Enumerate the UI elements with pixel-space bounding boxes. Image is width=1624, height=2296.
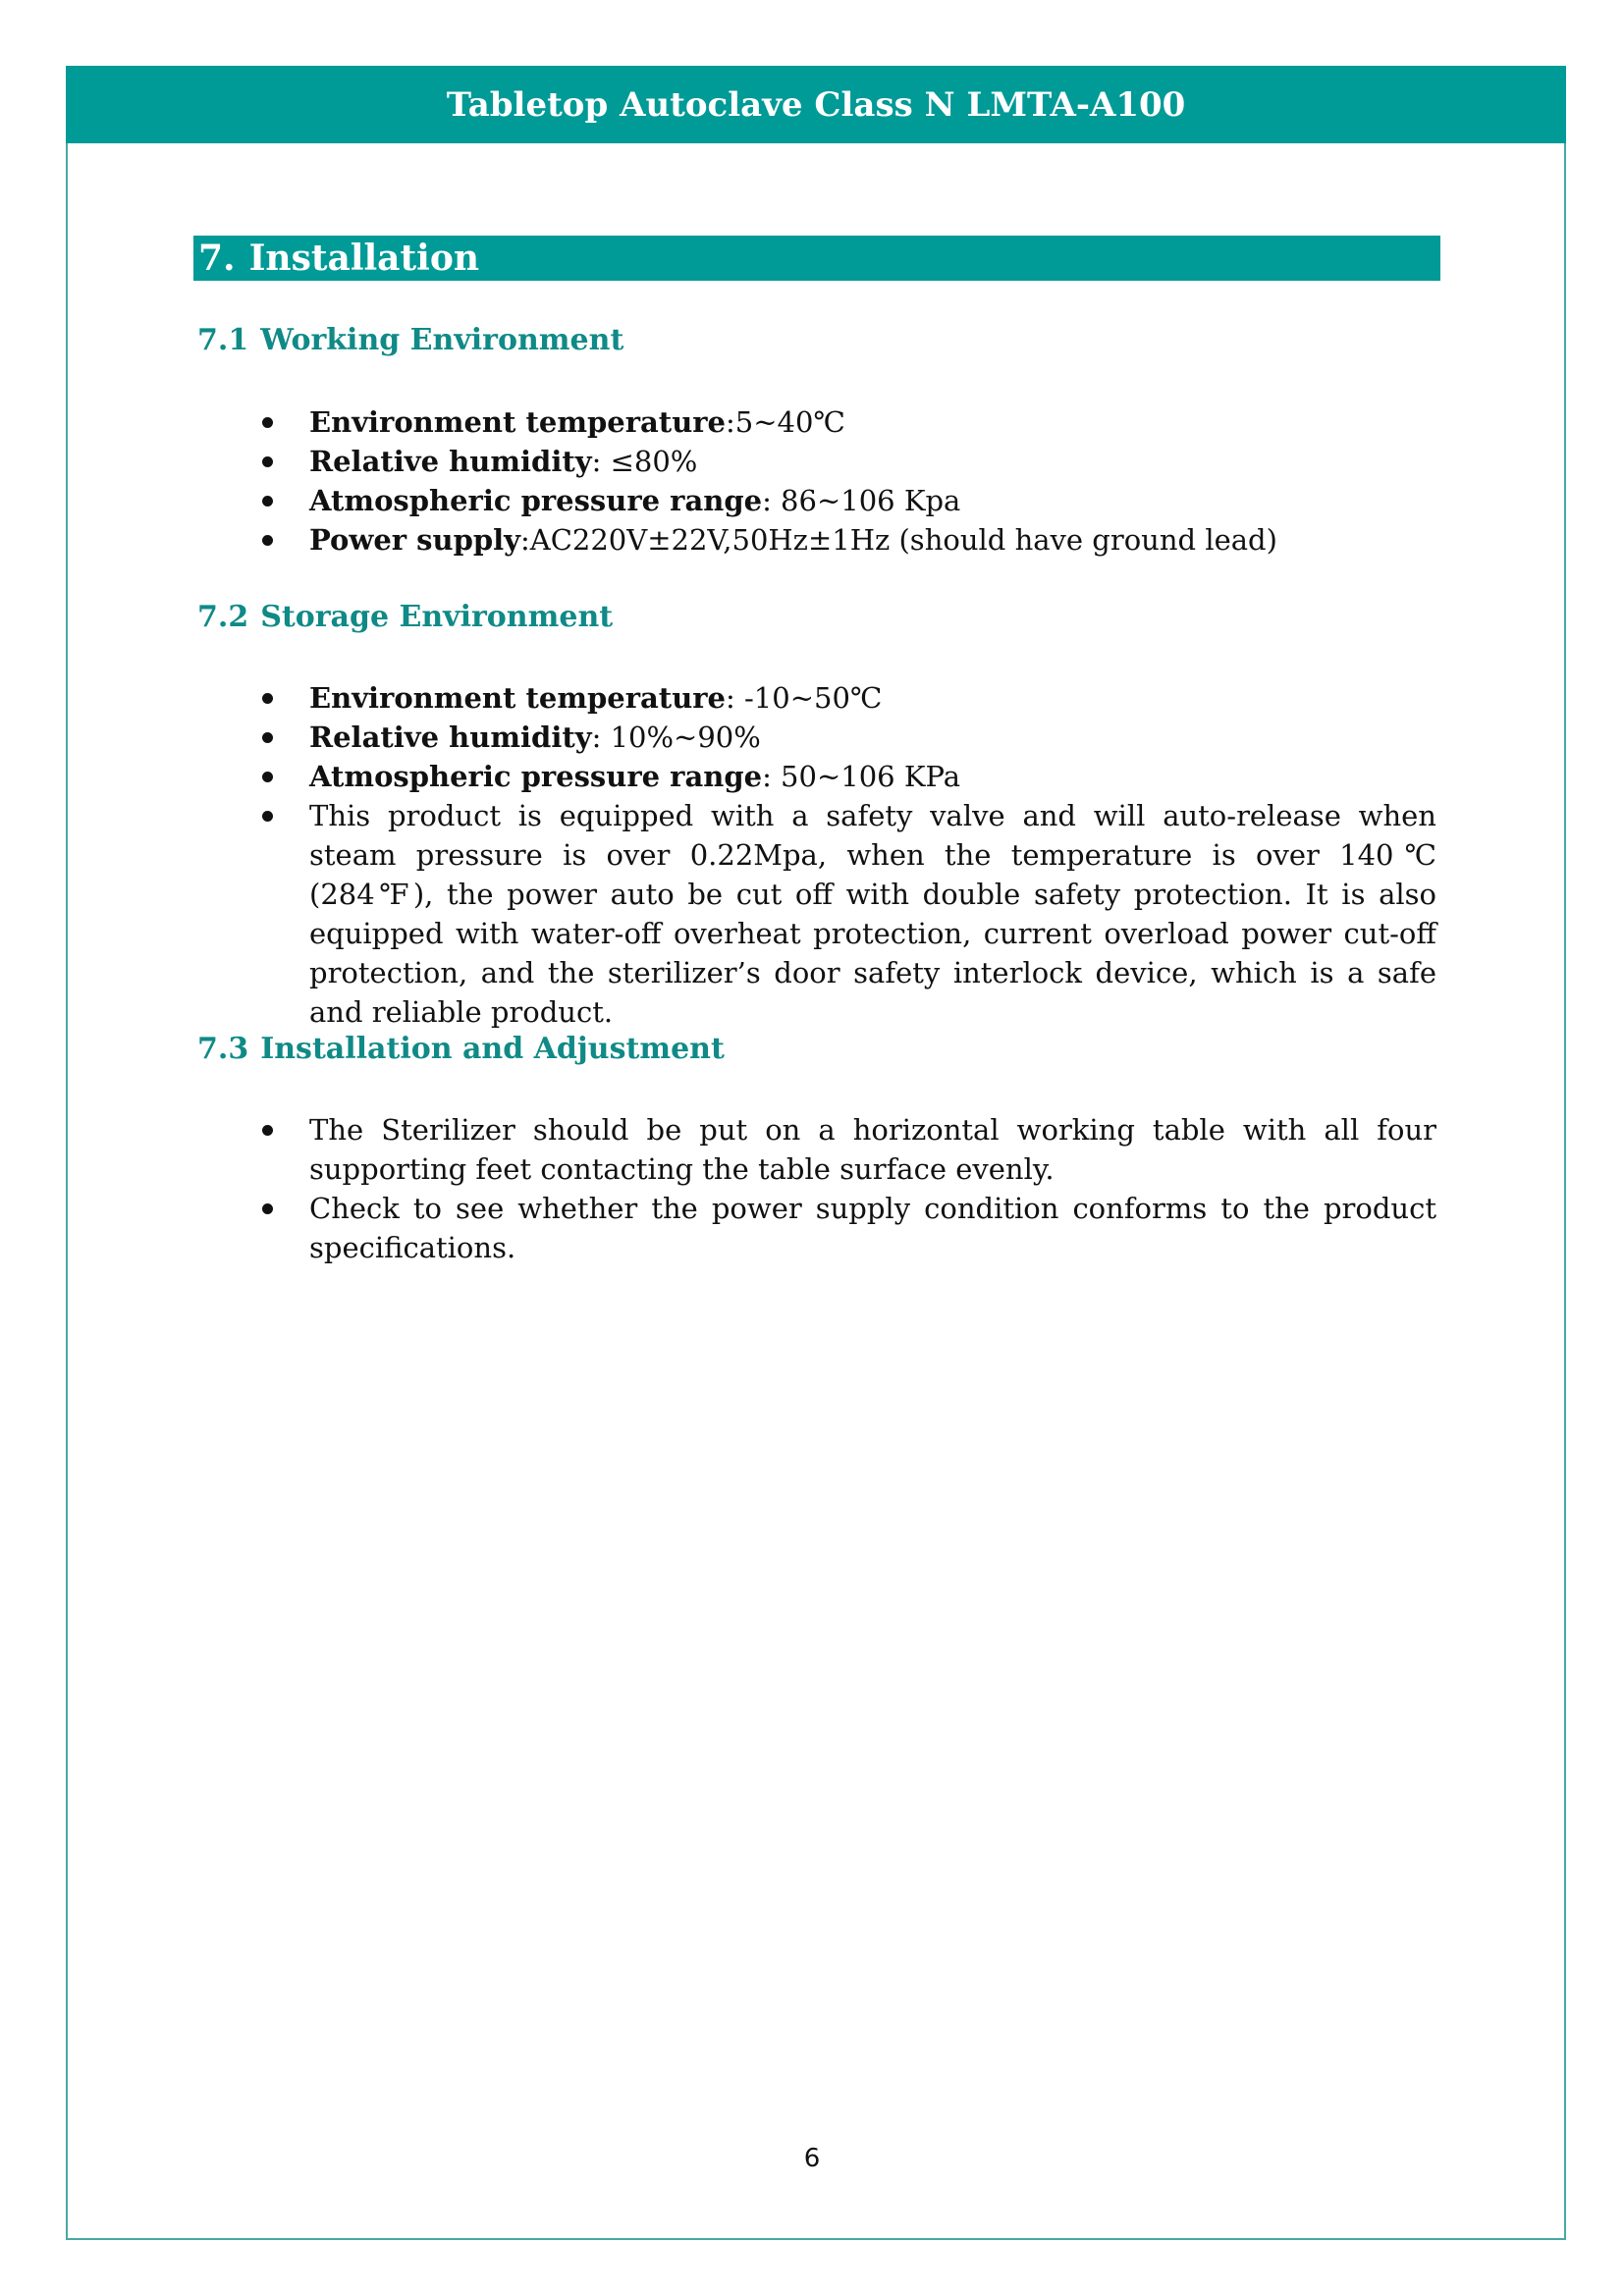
list-item <box>309 757 1436 796</box>
list-item <box>309 1189 1436 1267</box>
list-item <box>309 718 1436 757</box>
bullet-icon <box>262 1125 273 1136</box>
item-label: Environment temperature <box>309 681 727 715</box>
storage-environment-list <box>309 678 1436 1032</box>
list-item <box>309 520 1436 560</box>
subsection-title: Installation and Adjustment <box>260 1032 725 1066</box>
subsection-number: 7.2 <box>197 600 249 634</box>
list-item <box>309 796 1436 1032</box>
working-environment-list <box>309 402 1436 560</box>
subsection-number: 7.1 <box>197 323 249 357</box>
section-number: 7. <box>198 238 236 279</box>
list-item <box>309 678 1436 718</box>
item-label: Atmospheric pressure range <box>309 484 763 517</box>
list-item <box>309 442 1436 481</box>
subsection-number: 7.3 <box>197 1032 249 1066</box>
item-label: Environment temperature <box>309 405 727 439</box>
bullet-icon <box>262 693 273 704</box>
item-label: Relative humidity <box>309 721 592 754</box>
item-text: : 50~106 KPa <box>762 760 960 793</box>
installation-adjustment-list <box>309 1110 1436 1267</box>
item-text: Check to see whether the power supply condition conforms to the product specifications. <box>309 1192 1436 1264</box>
item-text: :5~40℃ <box>726 405 845 439</box>
page-number: 6 <box>803 2144 821 2173</box>
subsection-heading-working-environment <box>197 323 623 358</box>
subsection-title: Storage Environment <box>260 600 614 634</box>
bullet-icon <box>262 535 273 546</box>
section-title: Installation <box>248 238 479 279</box>
bullet-icon <box>262 1203 273 1214</box>
subsection-title: Working Environment <box>260 323 624 357</box>
item-text: The Sterilizer should be put on a horizontal working table with all four supporting feet contacting the table surface evenly. <box>309 1113 1436 1186</box>
item-text: : 86~106 Kpa <box>762 484 961 517</box>
item-label: Relative humidity <box>309 445 592 478</box>
section-heading <box>193 236 1440 281</box>
item-text: : 10%~90% <box>591 721 761 754</box>
list-item <box>309 481 1436 520</box>
list-item <box>309 1110 1436 1189</box>
item-label: Power supply <box>309 523 520 557</box>
subsection-heading-storage-environment <box>197 600 613 635</box>
list-item <box>309 402 1436 442</box>
bullet-icon <box>262 732 273 743</box>
subsection-heading-installation-adjustment <box>197 1032 725 1067</box>
item-text: :AC220V±22V,50Hz±1Hz (should have ground lead) <box>520 523 1277 557</box>
item-text: This product is equipped with a safety valve and will auto-release when steam pressure is over 0.22Mpa, when the temperature is over 140℃ (284℉), the power auto be cut off with double safety protection. It is also equipped with water-off overheat protection, current overload power cut-off protection, and the sterilizer’s door safety interlock device, which is a safe and reliable product. <box>309 799 1436 1029</box>
item-text: : ≤80% <box>591 445 698 478</box>
bullet-icon <box>262 417 273 428</box>
item-label: Atmospheric pressure range <box>309 760 763 793</box>
document-header <box>66 66 1566 143</box>
item-text: : -10~50℃ <box>726 681 883 715</box>
bullet-icon <box>262 772 273 782</box>
document-title: Tabletop Autoclave Class N LMTA-A100 <box>446 84 1186 125</box>
bullet-icon <box>262 456 273 467</box>
bullet-icon <box>262 811 273 822</box>
bullet-icon <box>262 496 273 507</box>
